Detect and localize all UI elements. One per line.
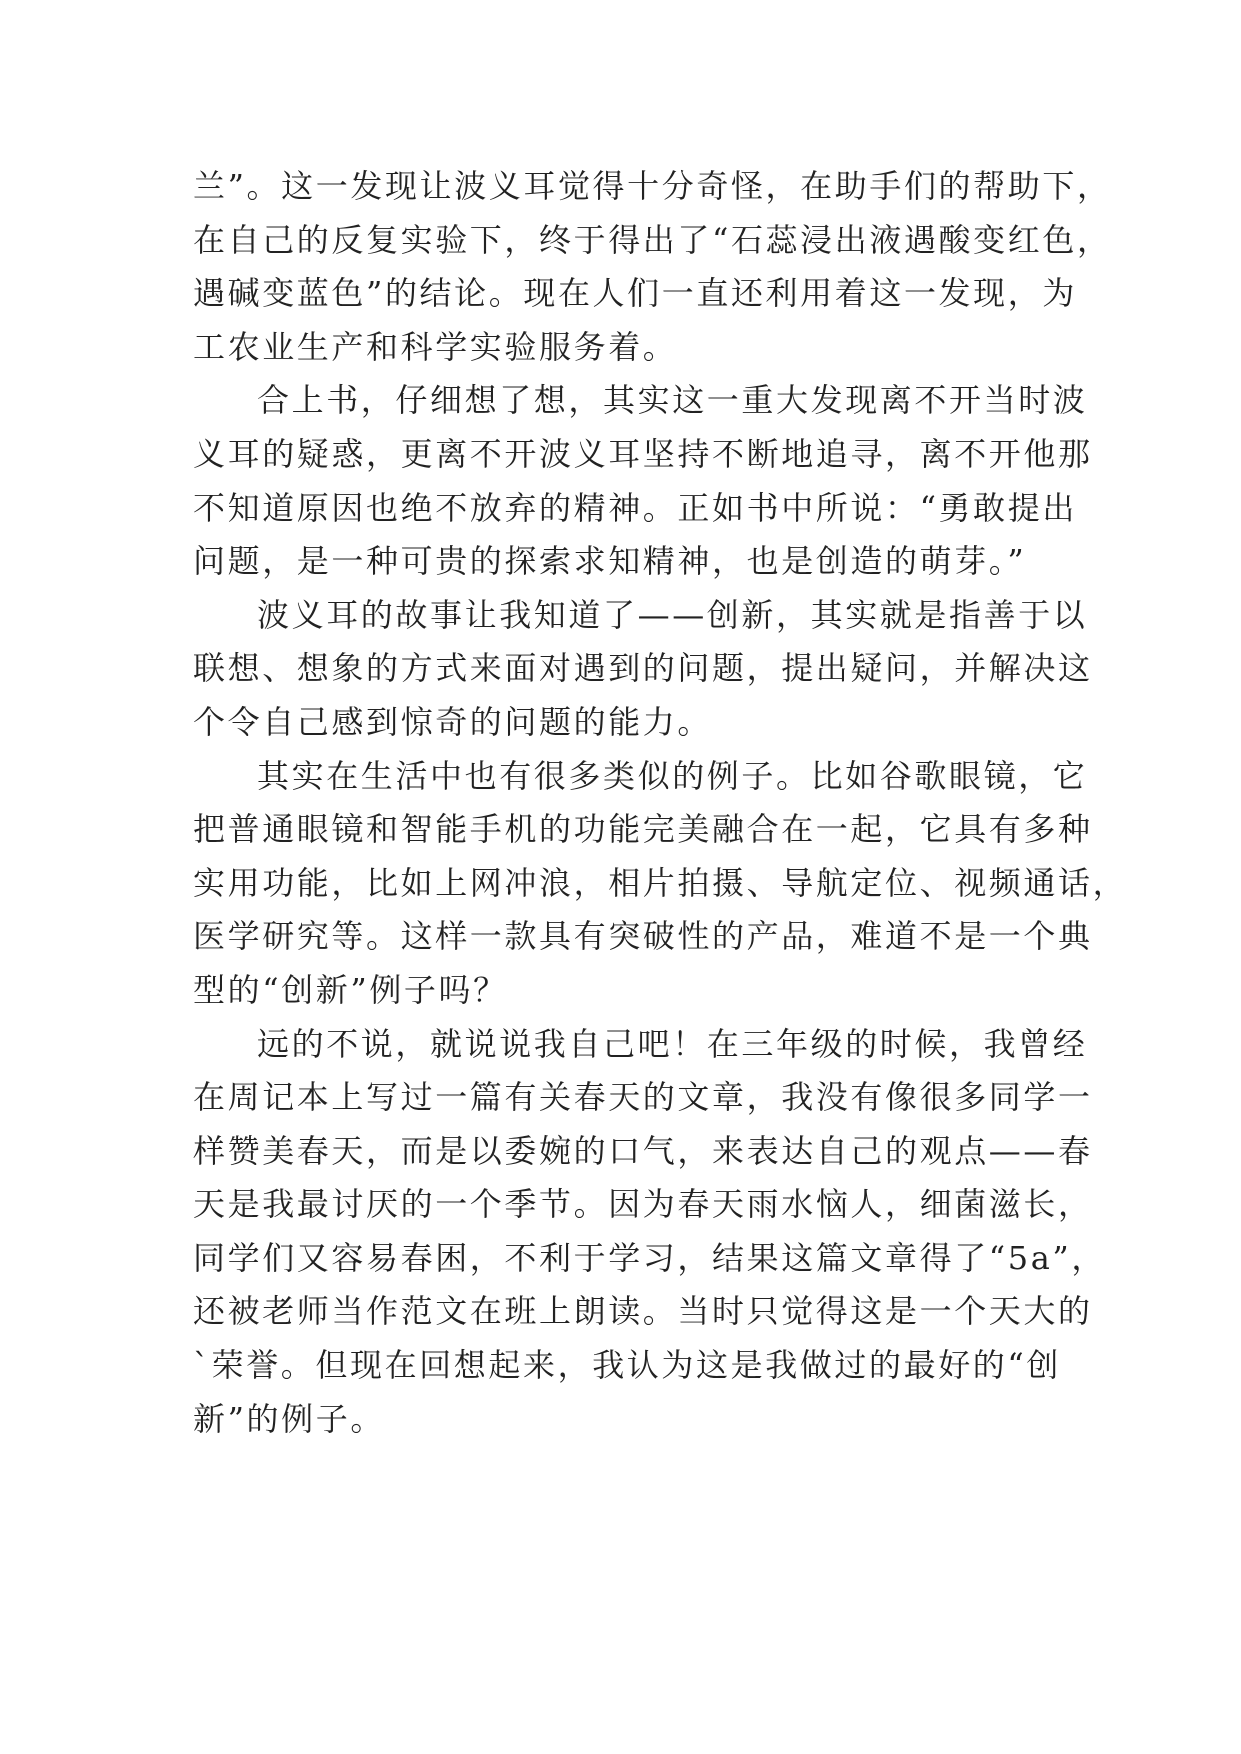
text-line: 不知道原因也绝不放弃的精神。正如书中所说：“勇敢提出	[193, 488, 1077, 527]
text-line: 同学们又容易春困，不利于学习，结果这篇文章得了“5a”，	[193, 1238, 1106, 1277]
paragraph-first-line: 其实在生活中也有很多类似的例子。比如谷歌眼镜，它	[257, 756, 1088, 795]
text-line: 实用功能，比如上网冲浪，相片拍摄、导航定位、视频通话，	[193, 863, 1128, 902]
paragraph-first-line: 波义耳的故事让我知道了——创新，其实就是指善于以	[257, 595, 1088, 634]
text-line: 义耳的疑惑，更离不开波义耳坚持不断地追寻，离不开他那	[193, 434, 1093, 473]
text-line: 天是我最讨厌的一个季节。因为春天雨水恼人，细菌滋长，	[193, 1185, 1093, 1224]
text-line: 联想、想象的方式来面对遇到的问题，提出疑问，并解决这	[193, 649, 1093, 688]
text-line: 还被老师当作范文在班上朗读。当时只觉得这是一个天大的	[193, 1292, 1093, 1331]
paragraph-first-line: 远的不说，就说说我自己吧！在三年级的时候，我曾经	[257, 1024, 1088, 1063]
text-line: 遇碱变蓝色”的结论。现在人们一直还利用着这一发现，为	[193, 274, 1077, 313]
text-line: 把普通眼镜和智能手机的功能完美融合在一起，它具有多种	[193, 810, 1093, 849]
text-line: 个令自己感到惊奇的问题的能力。	[193, 702, 713, 741]
text-line: 在周记本上写过一篇有关春天的文章，我没有像很多同学一	[193, 1078, 1093, 1117]
text-line: 型的“创新”例子吗？	[193, 970, 508, 1009]
paragraph-first-line: 合上书，仔细想了想，其实这一重大发现离不开当时波	[257, 381, 1088, 420]
text-line: 兰”。这一发现让波义耳觉得十分奇怪，在助手们的帮助下，	[193, 167, 1112, 205]
body-text	[193, 160, 1128, 1446]
text-line: 样赞美春天，而是以委婉的口气，来表达自己的观点——春	[193, 1131, 1093, 1170]
text-line: 工农业生产和科学实验服务着。	[193, 327, 678, 366]
text-line: 医学研究等。这样一款具有突破性的产品，难道不是一个典	[193, 917, 1093, 956]
text-line: 在自己的反复实验下，终于得出了“石蕊浸出液遇酸变红色，	[193, 220, 1112, 259]
text-line: `荣誉。但现在回想起来，我认为这是我做过的最好的“创	[193, 1346, 1061, 1385]
text-line: 新”的例子。	[193, 1399, 385, 1438]
text-line: 问题，是一种可贵的探索求知精神，也是创造的萌芽。”	[193, 542, 1027, 581]
